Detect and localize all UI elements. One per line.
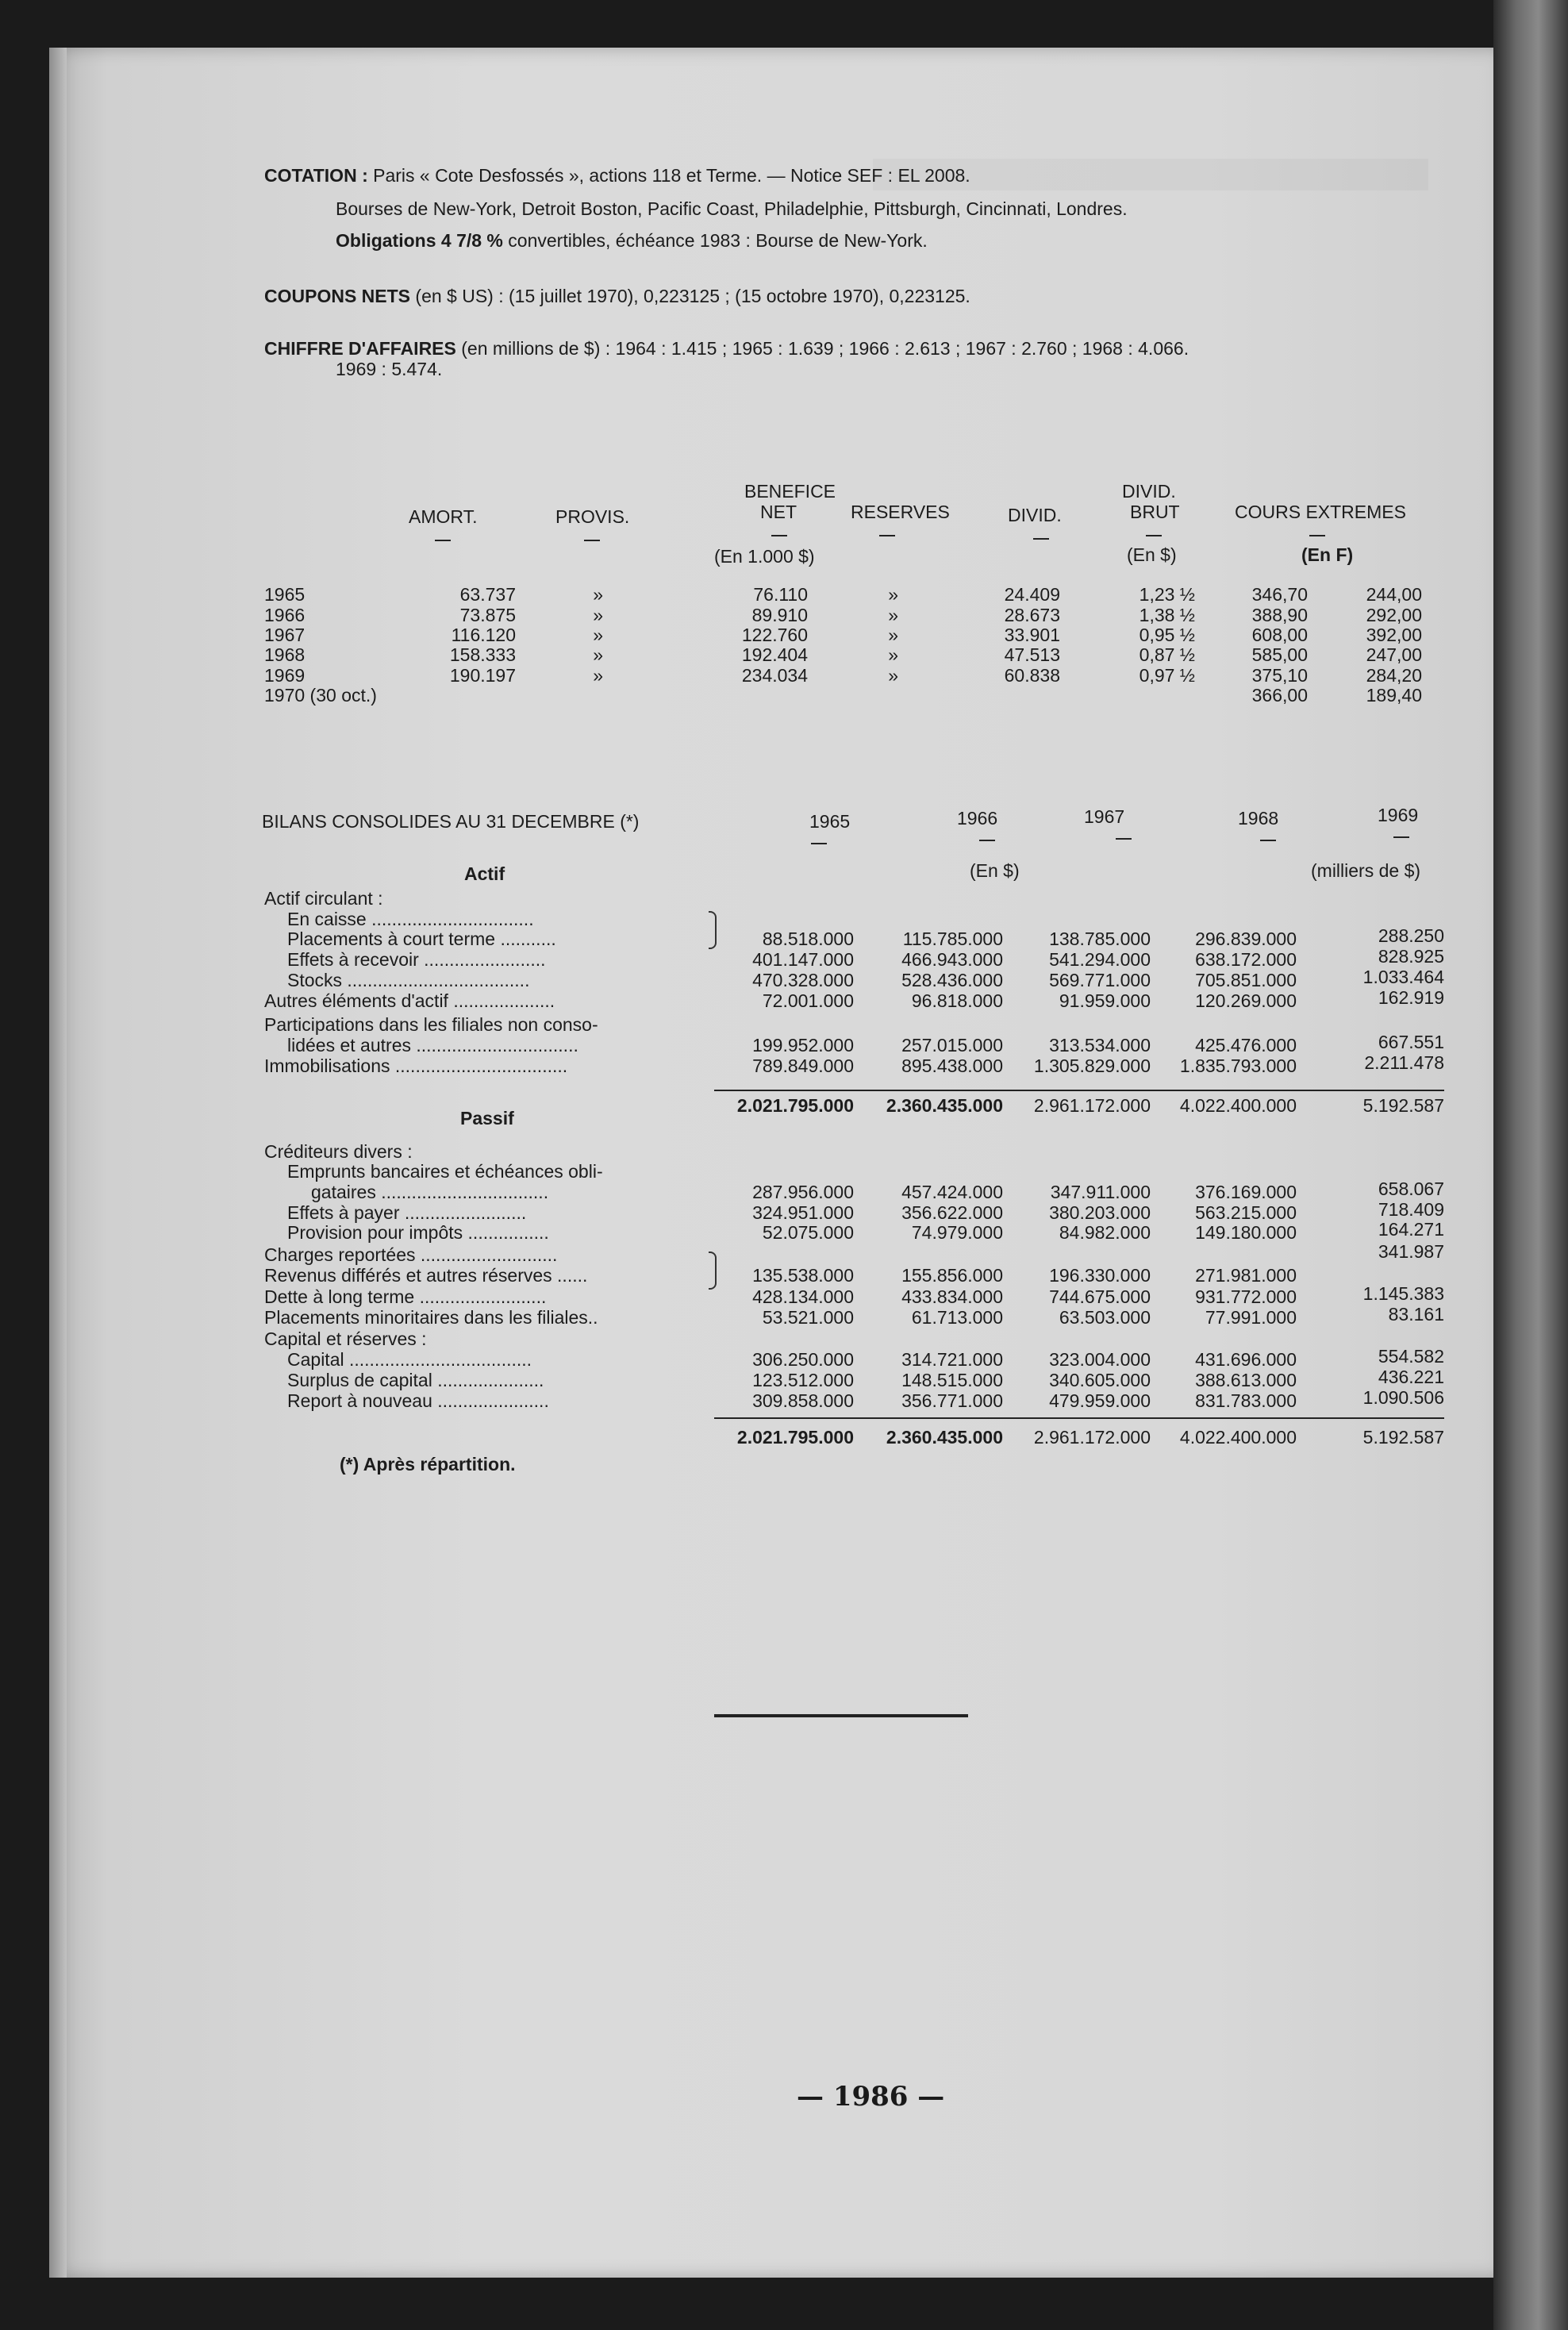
page-edge-right [1493, 0, 1568, 2330]
bilans-cell: 323.004.000 [1049, 1349, 1151, 1370]
coupons-line [264, 286, 970, 307]
bilans-cell: 569.771.000 [1049, 970, 1151, 990]
table-row-year: 1966 [264, 605, 306, 625]
table-cell-amort: 190.197 [449, 665, 516, 686]
bilans-year: 1966 [957, 808, 998, 829]
table-cell-brut: 1,23 ½ [1139, 584, 1195, 605]
bilans-total-cell: 2.360.435.000 [886, 1427, 1003, 1448]
table-cell-reserves: » [888, 584, 898, 605]
bilans-cell: 324.951.000 [752, 1202, 854, 1223]
table-cell-provis: » [593, 625, 603, 645]
bilans-total-cell: 2.021.795.000 [736, 1427, 854, 1448]
bilans-cell: 74.979.000 [911, 1222, 1003, 1243]
bilans-cell: 744.675.000 [1049, 1286, 1151, 1307]
table-cell-lo: 284,20 [1366, 665, 1422, 686]
bilans-row-label: Effets à payer ........................ [287, 1202, 527, 1223]
dash-reserves [879, 535, 895, 536]
hdr-cours: COURS EXTREMES [1235, 502, 1406, 522]
bilans-row-label: Placements minoritaires dans les filiales.. [264, 1307, 598, 1328]
bilans-cell: 479.959.000 [1049, 1390, 1151, 1411]
bilans-cell: 347.911.000 [1050, 1182, 1151, 1202]
bilans-cell: 388.613.000 [1195, 1370, 1297, 1390]
bilans-cell: 1.835.793.000 [1179, 1055, 1297, 1076]
bilans-cell: 1.145.383 [1362, 1283, 1444, 1304]
table-cell-hi: 346,70 [1251, 584, 1308, 605]
bilans-year: 1965 [809, 811, 851, 832]
bilans-cell: 72.001.000 [762, 990, 854, 1011]
table-cell-hi: 388,90 [1251, 605, 1308, 625]
chiffre-label: CHIFFRE D'AFFAIRES [264, 338, 456, 359]
bilans-cell: 425.476.000 [1195, 1035, 1297, 1055]
bilans-cell: 356.622.000 [901, 1202, 1003, 1223]
hdr-benefice: BENEFICE [744, 481, 836, 502]
dash-provis [584, 540, 600, 541]
bilans-cell: 123.512.000 [752, 1370, 854, 1390]
dash-cours [1309, 535, 1325, 536]
cotation-line2: Bourses de New-York, Detroit Boston, Pacific Coast, Philadelphie, Pittsburgh, Cincinnati, Londres. [336, 198, 1128, 219]
bilans-cell: 84.982.000 [1059, 1222, 1151, 1243]
bilans-cell: 306.250.000 [752, 1349, 854, 1370]
table-cell-divid: 33.901 [1004, 625, 1060, 645]
bilans-cell: 96.818.000 [911, 990, 1003, 1011]
coupons-label: COUPONS NETS [264, 286, 411, 306]
bilans-cell: 340.605.000 [1049, 1370, 1151, 1390]
bilans-row-label: lidées et autres ................................ [287, 1035, 578, 1055]
footnote: (*) Après répartition. [340, 1454, 516, 1475]
bilans-cell: 528.436.000 [901, 970, 1003, 990]
bilans-total-cell: 5.192.587 [1362, 1095, 1444, 1116]
bilans-title: BILANS CONSOLIDES AU 31 DECEMBRE (*) [262, 811, 640, 832]
bilans-year-dash [811, 843, 827, 844]
bilans-row-label: Stocks .................................... [287, 970, 530, 990]
bilans-cell: 257.015.000 [901, 1035, 1003, 1055]
obligations-label: Obligations 4 7/8 % [336, 230, 503, 251]
table-cell-benef: 234.034 [741, 665, 808, 686]
cotation-line3 [336, 230, 928, 252]
brace-charges [709, 1252, 717, 1290]
bilans-cell: 658.067 [1378, 1178, 1444, 1199]
unit-usd: (En $) [1127, 544, 1177, 565]
table-cell-lo: 244,00 [1366, 584, 1422, 605]
bilans-year-dash [979, 840, 995, 841]
bilans-cell: 61.713.000 [911, 1307, 1003, 1328]
actif-total-rule [714, 1090, 1444, 1091]
cotation-label: COTATION : [264, 165, 368, 186]
bilans-cell: 1.305.829.000 [1033, 1055, 1151, 1076]
table-cell-benef: 89.910 [751, 605, 808, 625]
table-cell-provis: » [593, 665, 603, 686]
bilans-row-label: Provision pour impôts ................ [287, 1222, 549, 1243]
coupons-text: (en $ US) : (15 juillet 1970), 0,223125 ; (15 octobre 1970), 0,223125. [415, 286, 970, 306]
bilans-cell: 115.785.000 [902, 929, 1003, 949]
passif-total-rule [714, 1417, 1444, 1419]
table-cell-lo: 189,40 [1366, 685, 1422, 706]
table-cell-hi: 375,10 [1251, 665, 1308, 686]
unit-milliers: (milliers de $) [1311, 860, 1421, 881]
table-cell-divid: 24.409 [1004, 584, 1060, 605]
bilans-cell: 831.783.000 [1195, 1390, 1297, 1411]
bilans-cell: 401.147.000 [752, 949, 854, 970]
bilans-cell: 120.269.000 [1195, 990, 1297, 1011]
bilans-total-cell: 4.022.400.000 [1179, 1095, 1297, 1116]
bilans-cell: 135.538.000 [752, 1265, 854, 1286]
bilans-cell: 457.424.000 [901, 1182, 1003, 1202]
bilans-row-label: Emprunts bancaires et échéances obli- [287, 1161, 603, 1182]
bilans-cell: 63.503.000 [1059, 1307, 1151, 1328]
table-row-year: 1965 [264, 584, 306, 605]
table-cell-brut: 0,95 ½ [1139, 625, 1195, 645]
bilans-total-cell: 5.192.587 [1362, 1427, 1444, 1448]
bilans-cell: 52.075.000 [762, 1222, 854, 1243]
bilans-cell: 931.772.000 [1195, 1286, 1297, 1307]
unit-en: (En $) [970, 860, 1020, 881]
bilans-year: 1969 [1378, 805, 1419, 825]
bilans-cell: 53.521.000 [762, 1307, 854, 1328]
cotation-line1 [264, 165, 970, 186]
bilans-cell: 148.515.000 [901, 1370, 1003, 1390]
brace-caisse [709, 911, 717, 949]
bilans-cell: 470.328.000 [752, 970, 854, 990]
table-cell-divid: 60.838 [1004, 665, 1060, 686]
bilans-cell: 828.925 [1378, 946, 1444, 967]
chiffre-line1 [264, 338, 1189, 359]
bilans-row-label: Charges reportées ........................... [264, 1244, 558, 1265]
obligations-text: convertibles, échéance 1983 : Bourse de New-York. [508, 230, 928, 251]
bilans-cell: 428.134.000 [752, 1286, 854, 1307]
table-cell-brut: 0,97 ½ [1139, 665, 1195, 686]
table-cell-lo: 292,00 [1366, 605, 1422, 625]
table-cell-benef: 76.110 [753, 584, 808, 605]
bilans-cell: 2.211.478 [1364, 1052, 1444, 1073]
bilans-cell: 309.858.000 [752, 1390, 854, 1411]
table-cell-reserves: » [888, 644, 898, 665]
chiffre-line2: 1969 : 5.474. [336, 359, 443, 379]
table-cell-brut: 1,38 ½ [1139, 605, 1195, 625]
hdr-divid-brut2: BRUT [1130, 502, 1180, 522]
bilans-cell: 718.409 [1378, 1199, 1444, 1220]
bilans-row-label: En caisse ................................ [287, 909, 534, 929]
bilans-row-label: Immobilisations .................................. [264, 1055, 568, 1076]
page-edge-left [49, 48, 67, 2278]
bilans-cell: 466.943.000 [901, 949, 1003, 970]
hdr-divid-brut1: DIVID. [1122, 481, 1176, 502]
bilans-cell: 296.839.000 [1195, 929, 1297, 949]
bilans-cell: 313.534.000 [1049, 1035, 1151, 1055]
bilans-year: 1968 [1238, 808, 1279, 829]
table-cell-hi: 366,00 [1251, 685, 1308, 706]
table-cell-reserves: » [888, 625, 898, 645]
bilans-cell: 667.551 [1378, 1032, 1444, 1052]
bilans-cell: 1.090.506 [1362, 1387, 1444, 1408]
bilans-cell: 356.771.000 [901, 1390, 1003, 1411]
table-cell-reserves: » [888, 665, 898, 686]
bilans-year: 1967 [1084, 806, 1125, 827]
passif-title: Passif [460, 1108, 514, 1128]
dash-net [771, 535, 787, 536]
bilans-cell: 436.221 [1378, 1367, 1444, 1387]
table-cell-provis: » [593, 605, 603, 625]
bilans-total-cell: 2.961.172.000 [1033, 1095, 1151, 1116]
hdr-provis: PROVIS. [555, 506, 630, 527]
chiffre-text1: (en millions de $) : 1964 : 1.415 ; 1965 : 1.639 ; 1966 : 2.613 ; 1967 : 2.760 ; 1968 : 4.066. [461, 338, 1189, 359]
table-cell-brut: 0,87 ½ [1139, 644, 1195, 665]
bilans-year-dash [1393, 836, 1409, 838]
hdr-reserves: RESERVES [851, 502, 950, 522]
bilans-cell: 199.952.000 [752, 1035, 854, 1055]
hdr-divid: DIVID. [1008, 505, 1062, 525]
hdr-net: NET [760, 502, 797, 522]
table-cell-amort: 73.875 [459, 605, 516, 625]
bilans-row-label: Placements à court terme ........... [287, 929, 556, 949]
table-cell-benef: 122.760 [741, 625, 808, 645]
bilans-cell: 314.721.000 [901, 1349, 1003, 1370]
bilans-cell: 88.518.000 [762, 929, 854, 949]
table-cell-divid: 28.673 [1004, 605, 1060, 625]
table-cell-amort: 158.333 [449, 644, 516, 665]
bilans-cell: 705.851.000 [1195, 970, 1297, 990]
unit-f: (En F) [1301, 544, 1354, 565]
actif-title: Actif [464, 863, 505, 884]
bilans-cell: 563.215.000 [1195, 1202, 1297, 1223]
bilans-row-label: Surplus de capital ..................... [287, 1370, 544, 1390]
bilans-cell: 77.991.000 [1205, 1307, 1297, 1328]
bilans-cell: 1.033.464 [1362, 967, 1444, 987]
table-cell-provis: » [593, 644, 603, 665]
table-cell-reserves: » [888, 605, 898, 625]
bilans-cell: 271.981.000 [1195, 1265, 1297, 1286]
table-cell-provis: » [593, 584, 603, 605]
dash-amort [435, 540, 451, 541]
bilans-total-cell: 2.021.795.000 [736, 1095, 854, 1116]
bilans-cell: 554.582 [1378, 1346, 1444, 1367]
bilans-cell: 431.696.000 [1195, 1349, 1297, 1370]
bilans-row-label: Créditeurs divers : [264, 1141, 413, 1162]
bilans-year-dash [1260, 840, 1276, 841]
bilans-total-cell: 2.360.435.000 [886, 1095, 1003, 1116]
bilans-row-label: Actif circulant : [264, 888, 383, 909]
unit-k: (En 1.000 $) [714, 546, 815, 567]
bilans-row-label: Report à nouveau ...................... [287, 1390, 549, 1411]
table-cell-divid: 47.513 [1004, 644, 1060, 665]
bilans-cell: 341.987 [1378, 1241, 1444, 1262]
page-number: — 1986 — [797, 2081, 945, 2113]
bilans-row-label: Capital et réserves : [264, 1328, 427, 1349]
bilans-cell: 433.834.000 [901, 1286, 1003, 1307]
bilans-cell: 91.959.000 [1059, 990, 1151, 1011]
bilans-cell: 895.438.000 [901, 1055, 1003, 1076]
bilans-cell: 196.330.000 [1049, 1265, 1151, 1286]
bilans-year-dash [1116, 838, 1132, 840]
bilans-row-label: Participations dans les filiales non conso- [264, 1014, 598, 1035]
bilans-cell: 638.172.000 [1195, 949, 1297, 970]
table-row-year: 1968 [264, 644, 306, 665]
table-cell-lo: 392,00 [1366, 625, 1422, 645]
dash-divid [1033, 538, 1049, 540]
bilans-cell: 83.161 [1388, 1304, 1444, 1325]
table-cell-lo: 247,00 [1366, 644, 1422, 665]
hdr-amort: AMORT. [409, 506, 478, 527]
document-page [49, 48, 1493, 2278]
bilans-cell: 376.169.000 [1195, 1182, 1297, 1202]
bilans-cell: 155.856.000 [901, 1265, 1003, 1286]
bilans-total-cell: 4.022.400.000 [1179, 1427, 1297, 1448]
bilans-row-label: gataires ................................. [311, 1182, 549, 1202]
bilans-row-label: Autres éléments d'actif .................... [264, 990, 555, 1011]
table-row-year: 1970 (30 oct.) [264, 685, 377, 706]
bilans-row-label: Revenus différés et autres réserves ...... [264, 1265, 588, 1286]
bilans-cell: 138.785.000 [1049, 929, 1151, 949]
bilans-row-label: Dette à long terme ......................... [264, 1286, 547, 1307]
table-cell-amort: 116.120 [451, 625, 516, 645]
bilans-cell: 149.180.000 [1195, 1222, 1297, 1243]
footer-rule [714, 1714, 968, 1717]
bilans-cell: 287.956.000 [752, 1182, 854, 1202]
bilans-total-cell: 2.961.172.000 [1033, 1427, 1151, 1448]
bilans-row-label: Effets à recevoir ........................ [287, 949, 546, 970]
table-cell-hi: 608,00 [1251, 625, 1308, 645]
table-row-year: 1967 [264, 625, 306, 645]
table-cell-hi: 585,00 [1251, 644, 1308, 665]
bilans-cell: 541.294.000 [1049, 949, 1151, 970]
table-row-year: 1969 [264, 665, 306, 686]
bilans-cell: 164.271 [1378, 1219, 1444, 1240]
table-cell-amort: 63.737 [459, 584, 516, 605]
table-cell-benef: 192.404 [741, 644, 808, 665]
bilans-cell: 288.250 [1378, 925, 1444, 946]
bilans-cell: 789.849.000 [752, 1055, 854, 1076]
bilans-row-label: Capital .................................... [287, 1349, 532, 1370]
cotation-text1: Paris « Cote Desfossés », actions 118 et Terme. — Notice SEF : EL 2008. [373, 165, 970, 186]
bilans-cell: 380.203.000 [1049, 1202, 1151, 1223]
bilans-cell: 162.919 [1378, 987, 1444, 1008]
dash-brut [1146, 535, 1162, 536]
